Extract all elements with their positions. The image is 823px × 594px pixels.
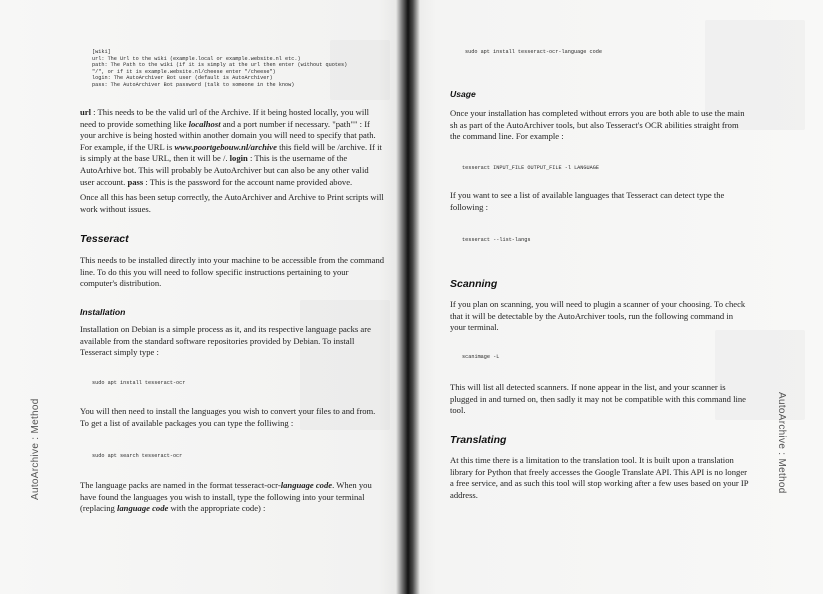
list-languages-paragraph: If you want to see a list of available languages that Tesseract can detect type the following : [450, 190, 725, 212]
text-run: : This is the username of the AutoArhive bot. This will probably be AutoArchiver but can also be any other valid user account. [80, 153, 369, 187]
text-run: . When you have found the languages you wish to install, type the following into your terminal (replacing [80, 480, 372, 514]
languages-paragraph: You will then need to install the languages you wish to convert your files to and from. To get a list of available packages you can type the folliwing : [80, 406, 376, 428]
usage-heading: Usage [450, 89, 476, 99]
text-run: : This is the password for the account name provided above. [143, 176, 353, 187]
install-language-command: sudo apt install tesseract-ocr-language code [465, 49, 602, 55]
language-packs-paragraph [80, 480, 385, 515]
emphasized-term: login [229, 153, 248, 164]
text-run: The language packs are named in the format tesseract-ocr- [80, 480, 281, 490]
config-code-block: [wiki] url: The Url to the wiki (example.local or example.website.nl etc.) path: The Path to the wiki (if it is simply at the url then enter (without quotes) "/", or if it is example.website.nl/cheese enter "/cheese") login: The AutoArchiver Bot user (default is AutoArchiver) pass: The AutoArchiver Bot password (talk to someone in the know) [92, 49, 348, 88]
list-langs-command: tesseract --list-langs [462, 237, 531, 243]
running-header-right: AutoArchive : Method [776, 392, 787, 494]
emphasized-term: language code [116, 503, 169, 514]
text-run: with the appropriate code) : [168, 503, 266, 514]
emphasized-term: localhost [188, 118, 221, 129]
right-page [415, 0, 823, 594]
tesseract-heading: Tesseract [80, 233, 129, 245]
search-packages-command: sudo apt search tesseract-ocr [92, 453, 183, 459]
installation-paragraph: Installation on Debian is a simple process as it, and its respective language packs are available from the standard software repositories provided by Debian. To install Tesseract simply type : [80, 324, 371, 358]
installation-heading: Installation [80, 307, 126, 317]
translating-paragraph: At this time there is a limitation to the translation tool. It is built upon a translation library for Python that freely accesses the Google Translate API. This API is no longer a free service, and as such this tool will stop working after a few uses based on your IP address. [450, 455, 749, 500]
emphasized-term: url [80, 107, 91, 117]
scanning-heading: Scanning [450, 278, 498, 290]
scanner-list-paragraph: This will list all detected scanners. If none appear in the list, and your scanner is plugged in and turned on, then sadly it may not be compatible with this command line tool. [450, 382, 746, 416]
emphasized-term: www.poortgebouw.nl/archive [174, 141, 277, 152]
url-description-paragraph [80, 107, 385, 188]
install-tesseract-command: sudo apt install tesseract-ocr [92, 380, 186, 386]
tesseract-intro-paragraph: This needs to be installed directly into your machine to be accessible from the command line. To do this you will need to follow specific instructions pertaining to your computer's distribution. [80, 255, 385, 289]
tesseract-usage-command: tesseract INPUT_FILE OUTPUT_FILE -l LANGUAGE [462, 165, 599, 171]
running-header-left: AutoArchive : Method [30, 398, 41, 500]
scanimage-command: scanimage -L [462, 354, 500, 360]
left-page [0, 0, 400, 594]
text-run: this field will be /archive. If it is simply at the base URL, then it will be /. [80, 141, 382, 164]
scanning-paragraph: If you plan on scanning, you will need to plugin a scanner of your choosing. To check that it will be detectable by the AutoArchiver tools, run the following command in your terminal. [450, 299, 746, 333]
translating-heading: Translating [450, 434, 507, 446]
emphasized-term: pass [127, 176, 144, 187]
emphasized-term: language code [280, 480, 333, 490]
text-run: and a port number if necessary. "path"" : If your archive is being hosted within another domain you will need to specify that path. For example, if the URL is [80, 118, 376, 152]
setup-complete-paragraph: Once all this has been setup correctly, the AutoArchiver and Archive to Print scripts will work without issues. [80, 192, 384, 214]
text-run: : This needs to be the valid url of the Archive. If it being hosted locally, you will need to provide something like [80, 107, 370, 129]
usage-paragraph: Once your installation has completed without errors you are both able to use the main sh as part of the AutoArchiver tools, but also Tesseract's OCR abilities straight from the command line. For example : [450, 108, 745, 142]
